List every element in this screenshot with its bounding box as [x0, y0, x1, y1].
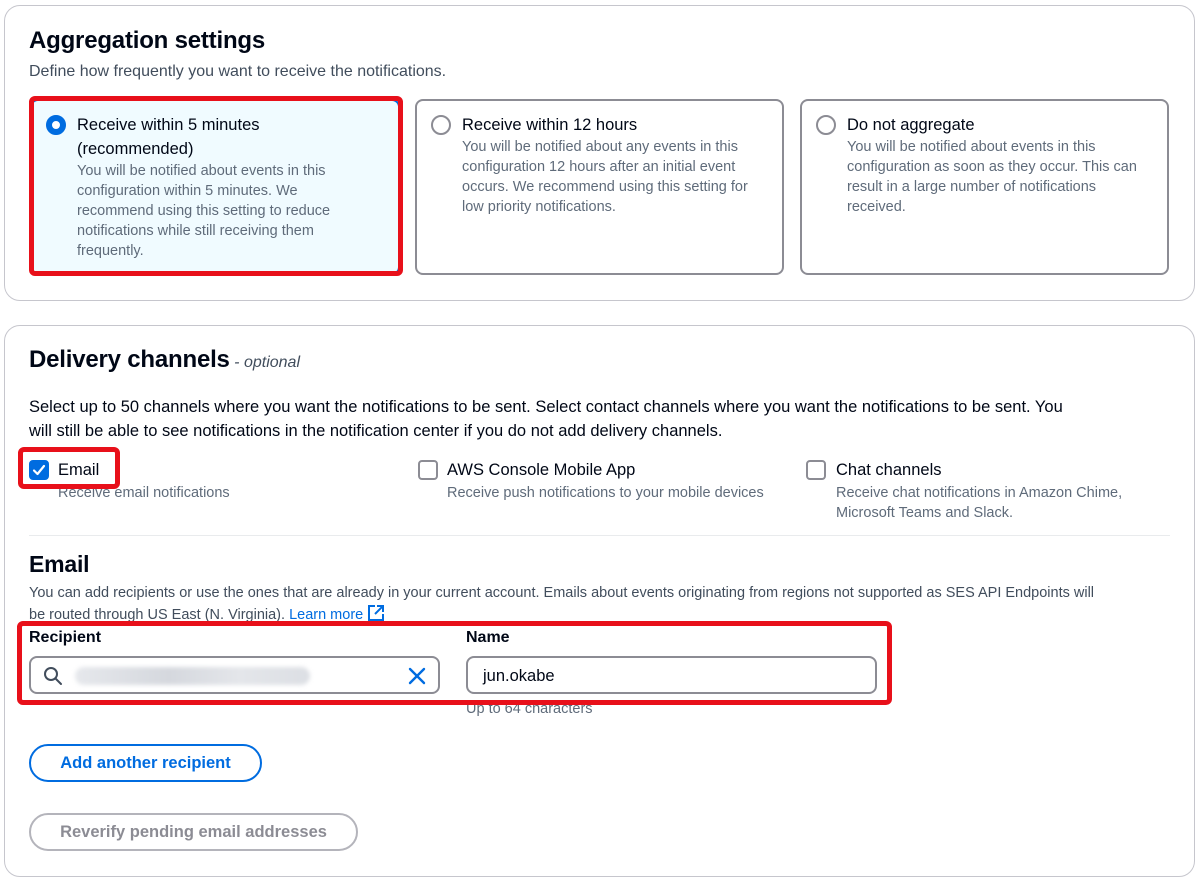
email-section-description: You can add recipients or use the ones that are already in your current account. Emails about events originating from regions not supported as SES API Endpoints will be routed through US East (N. Virginia). Learn more [29, 585, 1095, 623]
tile-title-5-minutes: Receive within 5 minutes (recommended) [77, 116, 260, 158]
aggregation-settings-description: Define how frequently you want to receive the notifications. [29, 63, 447, 80]
mobile-app-channel-label[interactable]: AWS Console Mobile App [447, 461, 636, 479]
add-another-recipient-button[interactable]: Add another recipient [29, 744, 262, 782]
recipient-search-input[interactable] [29, 656, 440, 694]
radio-tile-do-not-aggregate[interactable] [800, 99, 1169, 275]
tile-description-5-minutes: You will be notified about events in this configuration within 5 minutes. We recommend using this setting to reduce notifications while still receiving them frequently. [77, 163, 331, 259]
optional-label: - optional [234, 354, 300, 371]
reverify-pending-email-button[interactable]: Reverify pending email addresses [29, 813, 358, 851]
tile-title-do-not-aggregate: Do not aggregate [847, 116, 975, 134]
radio-tile-12-hours[interactable] [415, 99, 784, 275]
email-channel-label[interactable]: Email [58, 461, 100, 479]
radio-button-12-hours[interactable] [431, 115, 451, 135]
delivery-channels-title: Delivery channels [29, 346, 230, 373]
name-input[interactable] [466, 656, 877, 694]
checkmark-icon [32, 463, 46, 477]
radio-button-do-not-aggregate[interactable] [816, 115, 836, 135]
recipient-field-label: Recipient [29, 629, 102, 646]
delivery-channels-heading [29, 346, 300, 374]
name-field-label: Name [466, 629, 510, 646]
search-icon [43, 666, 63, 686]
radio-button-5-minutes[interactable] [46, 115, 66, 135]
recipient-value-redacted [75, 667, 310, 685]
email-channel-checkbox[interactable] [29, 460, 49, 480]
name-input-value: jun.okabe [483, 667, 555, 685]
tile-description-do-not-aggregate: You will be notified about events in this configuration as soon as they occur. This can result in a large number of notifications received. [847, 139, 1137, 215]
learn-more-link[interactable]: Learn more [289, 607, 364, 623]
mobile-app-channel-checkbox[interactable] [418, 460, 438, 480]
chat-channel-checkbox[interactable] [806, 460, 826, 480]
aggregation-settings-title: Aggregation settings [29, 27, 266, 54]
delivery-channels-description: Select up to 50 channels where you want the notifications to be sent. Select contact channels where you want the notifications to be sent. You will still be able to see notifications in the notification center if you do not add delivery channels. [29, 398, 1063, 440]
clear-icon[interactable] [407, 666, 427, 686]
external-link-icon[interactable] [367, 604, 385, 622]
mobile-app-channel-description: Receive push notifications to your mobile devices [447, 485, 764, 501]
section-divider [29, 535, 1170, 536]
chat-channel-description: Receive chat notifications in Amazon Chime, Microsoft Teams and Slack. [836, 485, 1123, 521]
tile-description-12-hours: You will be notified about any events in this configuration 12 hours after an initial event occurs. We recommend using this setting for low priority notifications. [462, 139, 748, 215]
email-channel-description: Receive email notifications [58, 485, 230, 501]
tile-title-12-hours: Receive within 12 hours [462, 116, 638, 134]
email-section-title: Email [29, 551, 90, 577]
chat-channel-label[interactable]: Chat channels [836, 461, 942, 479]
radio-tile-5-minutes[interactable] [30, 99, 400, 275]
name-hint: Up to 64 characters [466, 701, 593, 717]
